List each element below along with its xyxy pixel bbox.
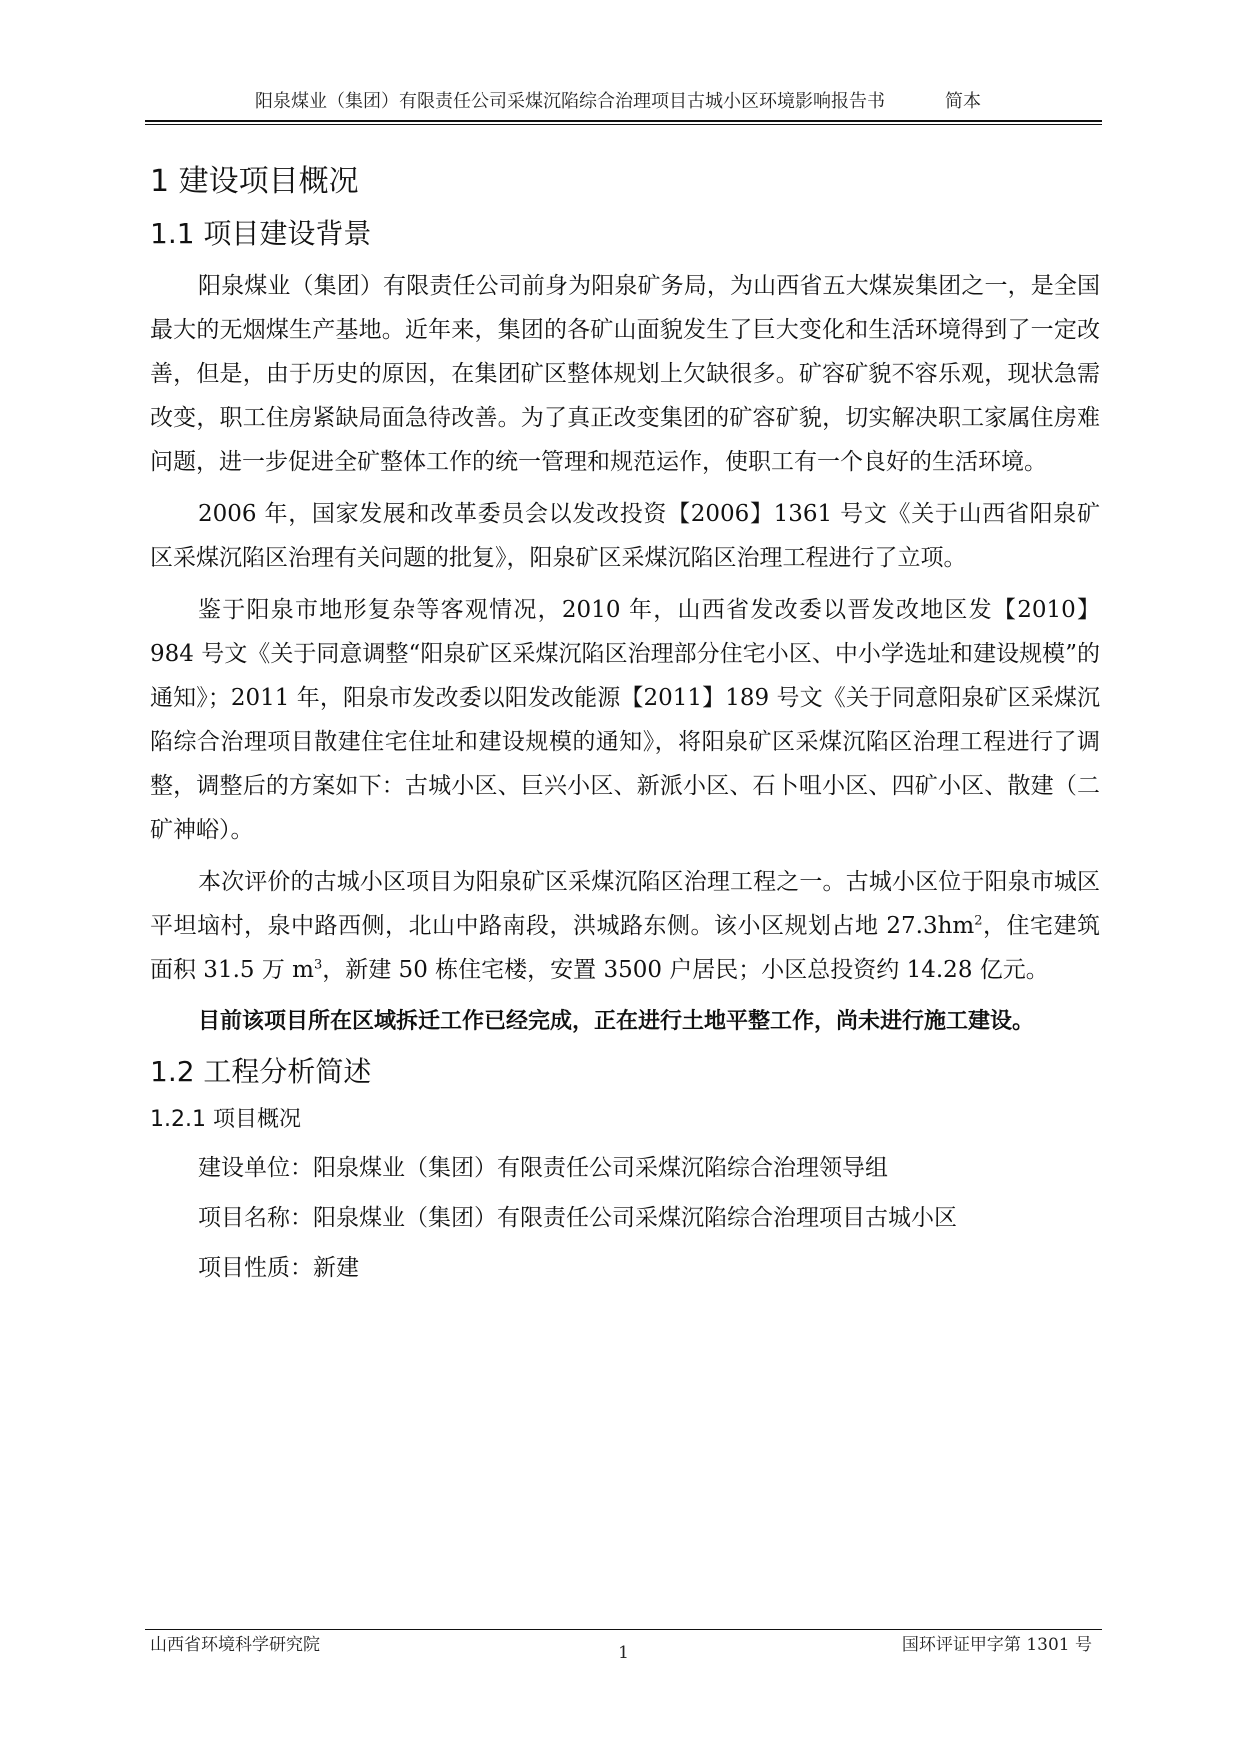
page-header [145, 90, 1102, 114]
field-project-name: 项目名称：阳泉煤业（集团）有限责任公司采煤沉陷综合治理项目古城小区 [198, 1205, 957, 1231]
scope-text-c: ，新建 50 栋住宅楼，安置 3500 户居民；小区总投资约 14.28 亿元。 [322, 957, 1049, 983]
section-heading-1-2: 1.2 工程分析简述 [150, 1055, 372, 1088]
superscript-3: 3 [313, 957, 323, 973]
footer-certificate: 国环评证甲字第 1301 号 [901, 1635, 1092, 1655]
header-rule-thin [145, 124, 1102, 125]
paragraph-current-status: 目前该项目所在区域拆迁工作已经完成，正在进行土地平整工作，尚未进行施工建设。 [198, 1009, 1035, 1034]
footer-institute: 山西省环境科学研究院 [150, 1635, 320, 1655]
page-body [150, 160, 1100, 1296]
section-heading-1-2-1: 1.2.1 项目概况 [150, 1107, 301, 1132]
section-heading-1-1: 1.1 项目建设背景 [150, 217, 372, 250]
paragraph-approval-2006: 2006 年，国家发展和改革委员会以发改投资【2006】1361 号文《关于山西省阳泉矿区采煤沉陷区治理有关问题的批复》，阳泉矿区采煤沉陷区治理工程进行了立项。 [150, 501, 1100, 571]
scope-text-b: ，住宅建筑面积 31.5 万 m [150, 913, 1100, 983]
scope-text-a: 本次评价的古城小区项目为阳泉矿区采煤沉陷区治理工程之一。古城小区位于阳泉市城区平坦垴村，泉中路西侧，北山中路南段，洪城路东侧。该小区规划占地 27.3hm [150, 869, 1100, 939]
section-heading-1: 1 建设项目概况 [150, 164, 359, 199]
header-tag: 简本 [945, 91, 981, 112]
header-title: 阳泉煤业（集团）有限责任公司采煤沉陷综合治理项目古城小区环境影响报告书 [255, 91, 885, 112]
field-project-nature: 项目性质：新建 [198, 1255, 359, 1281]
page-footer [145, 1634, 1102, 1664]
page-number: 1 [618, 1643, 629, 1663]
header-rule-thick [145, 120, 1102, 122]
paragraph-adjustment: 鉴于阳泉市地形复杂等客观情况，2010 年，山西省发改委以晋发改地区发【2010】984 号文《关于同意调整“阳泉矿区采煤沉陷区治理部分住宅小区、中小学选址和建设规模”的通知》；2011 年，阳泉市发改委以阳发改能源【2011】189 号文《关于同意阳泉矿区采煤沉陷综合治理项目散建住宅住址和建设规模的通知》，将阳泉矿区采煤沉陷区治理工程进行了调整，调整后的方案如下：古城小区、巨兴小区、新派小区、石卜咀小区、四矿小区、散建（二矿神峪）。 [150, 597, 1100, 843]
paragraph-background: 阳泉煤业（集团）有限责任公司前身为阳泉矿务局，为山西省五大煤炭集团之一，是全国最大的无烟煤生产基地。近年来，集团的各矿山面貌发生了巨大变化和生活环境得到了一定改善，但是，由于历史的原因，在集团矿区整体规划上欠缺很多。矿容矿貌不容乐观，现状急需改变，职工住房紧缺局面急待改善。为了真正改变集团的矿容矿貌，切实解决职工家属住房难问题，进一步促进全矿整体工作的统一管理和规范运作，使职工有一个良好的生活环境。 [150, 273, 1100, 475]
footer-rule [145, 1629, 1102, 1630]
field-construction-unit: 建设单位：阳泉煤业（集团）有限责任公司采煤沉陷综合治理领导组 [198, 1155, 888, 1181]
paragraph-project-scope [150, 860, 1100, 992]
superscript-2: 2 [974, 913, 983, 929]
